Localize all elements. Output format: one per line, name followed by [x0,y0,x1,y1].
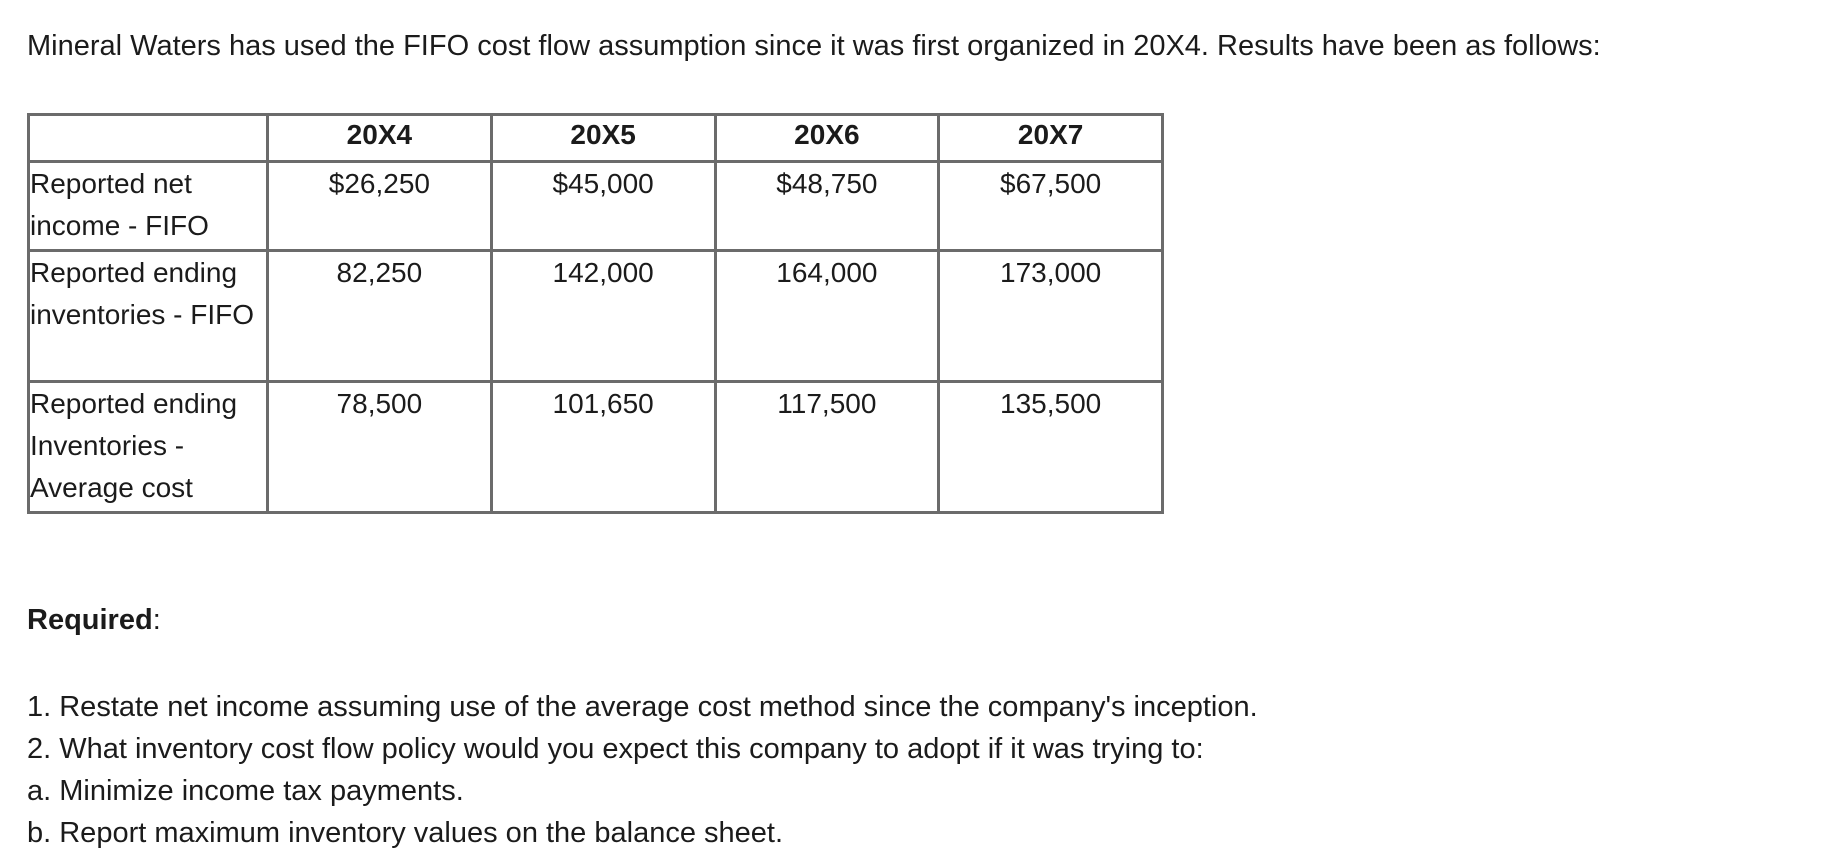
table-cell: 117,500 [715,382,939,513]
row-label: Reported ending inventories - FIFO [29,251,268,382]
table-cell: $45,000 [491,162,715,251]
table-row [29,382,1163,513]
table-cell: 78,500 [268,382,492,513]
row-label: Reported net income - FIFO [29,162,268,251]
header-cell-20x4: 20X4 [268,115,492,162]
table-cell: 164,000 [715,251,939,382]
header-cell-empty [29,115,268,162]
header-cell-20x6: 20X6 [715,115,939,162]
question-item: a. Minimize income tax payments. [27,775,464,807]
table-cell: 135,500 [939,382,1163,513]
table-cell: $26,250 [268,162,492,251]
row-label: Reported ending Inventories - Average cost [29,382,268,513]
required-colon: : [152,604,161,636]
table-header-row [29,115,1163,162]
header-cell-20x5: 20X5 [491,115,715,162]
table-cell: 82,250 [268,251,492,382]
table-row [29,162,1163,251]
question-item: b. Report maximum inventory values on the balance sheet. [27,817,784,849]
question-list [27,686,1258,854]
table-cell: $48,750 [715,162,939,251]
required-heading [27,602,161,638]
results-table [27,113,1164,514]
table-cell: $67,500 [939,162,1163,251]
table-cell: 101,650 [491,382,715,513]
header-cell-20x7: 20X7 [939,115,1163,162]
intro-paragraph: Mineral Waters has used the FIFO cost flow assumption since it was first organized in 20X4. Results have been as follows: [27,30,1601,62]
question-item: 2. What inventory cost flow policy would you expect this company to adopt if it was trying to: [27,733,1204,765]
question-item: 1. Restate net income assuming use of the average cost method since the company's inception. [27,691,1258,723]
table-cell: 173,000 [939,251,1163,382]
table-cell: 142,000 [491,251,715,382]
required-label: Required [27,604,153,636]
table-row [29,251,1163,382]
